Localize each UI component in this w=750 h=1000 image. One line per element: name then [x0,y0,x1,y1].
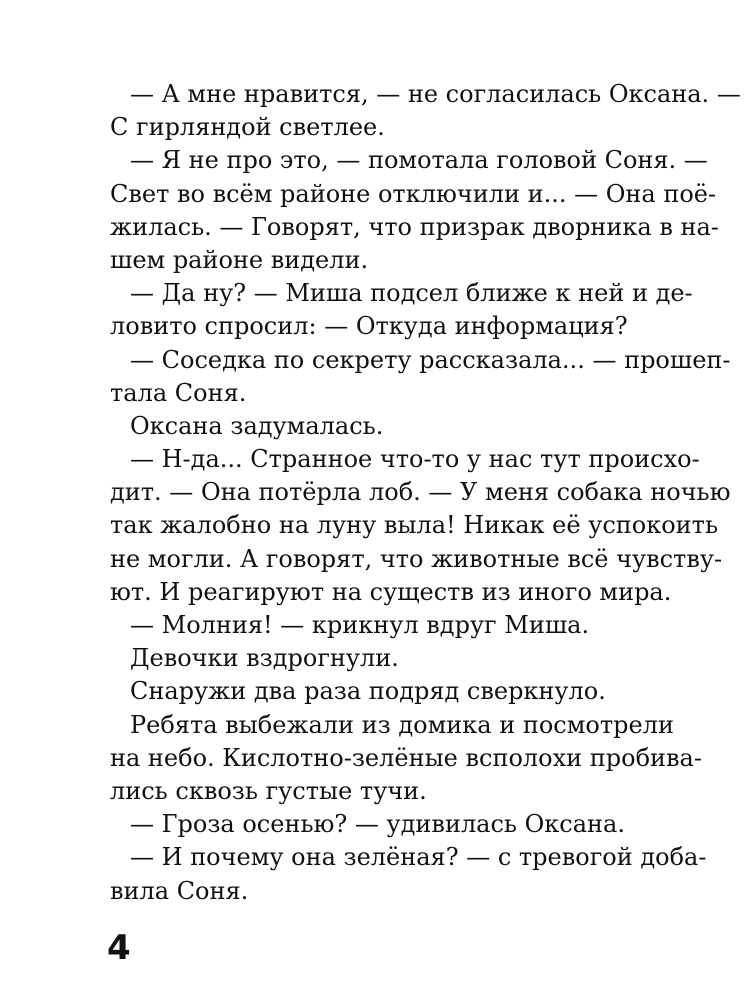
text-line: не могли. А говорят, что животные всё чувству- [110,544,723,573]
page-number: 4 [107,928,131,968]
text-line: вила Соня. [110,876,249,905]
text-line: — А мне нравится, — не согласилась Оксана. — [130,80,741,108]
text-line: жилась. — Говорят, что призрак дворника в на- [110,212,719,241]
text-line: Ребята выбежали из домика и посмотрели [130,710,674,739]
text-line: — Да ну? — Миша подсел ближе к ней и де- [130,279,693,308]
text-line: Девочки вздрогнули. [130,644,399,673]
page-text [110,78,741,908]
text-line: — Соседка по секрету рассказала... — прошеп- [130,345,731,374]
text-line: шем районе видели. [110,245,369,274]
text-line: тала Соня. [110,378,247,407]
text-line: лись сквозь густые тучи. [110,776,427,805]
text-line: ют. И реагируют на существ из иного мира. [110,577,672,606]
text-line: — Я не про это, — помотала головой Соня. — [130,146,708,175]
text-line: — Н-да... Странное что-то у нас тут происхо- [130,445,700,474]
text-line: С гирляндой светлее. [110,113,385,142]
text-line: — Молния! — крикнул вдруг Миша. [130,611,590,639]
text-line: дит. — Она потёрла лоб. — У меня собака ночью [110,478,731,507]
text-line: ловито спросил: — Откуда информация? [110,312,628,341]
text-line: — Гроза осенью? — удивилась Оксана. [130,810,625,839]
text-line: Оксана задумалась. [130,411,384,440]
text-line: так жалобно на луну выла! Никак её успокоить [110,511,719,540]
text-line: Снаружи два раза подряд сверкнуло. [130,677,606,706]
text-line: на небо. Кислотно-зелёные всполохи пробива- [110,743,702,772]
text-line: — И почему она зелёная? — с тревогой доба- [130,843,707,872]
text-line: Свет во всём районе отключили и... — Она поё- [110,179,717,208]
